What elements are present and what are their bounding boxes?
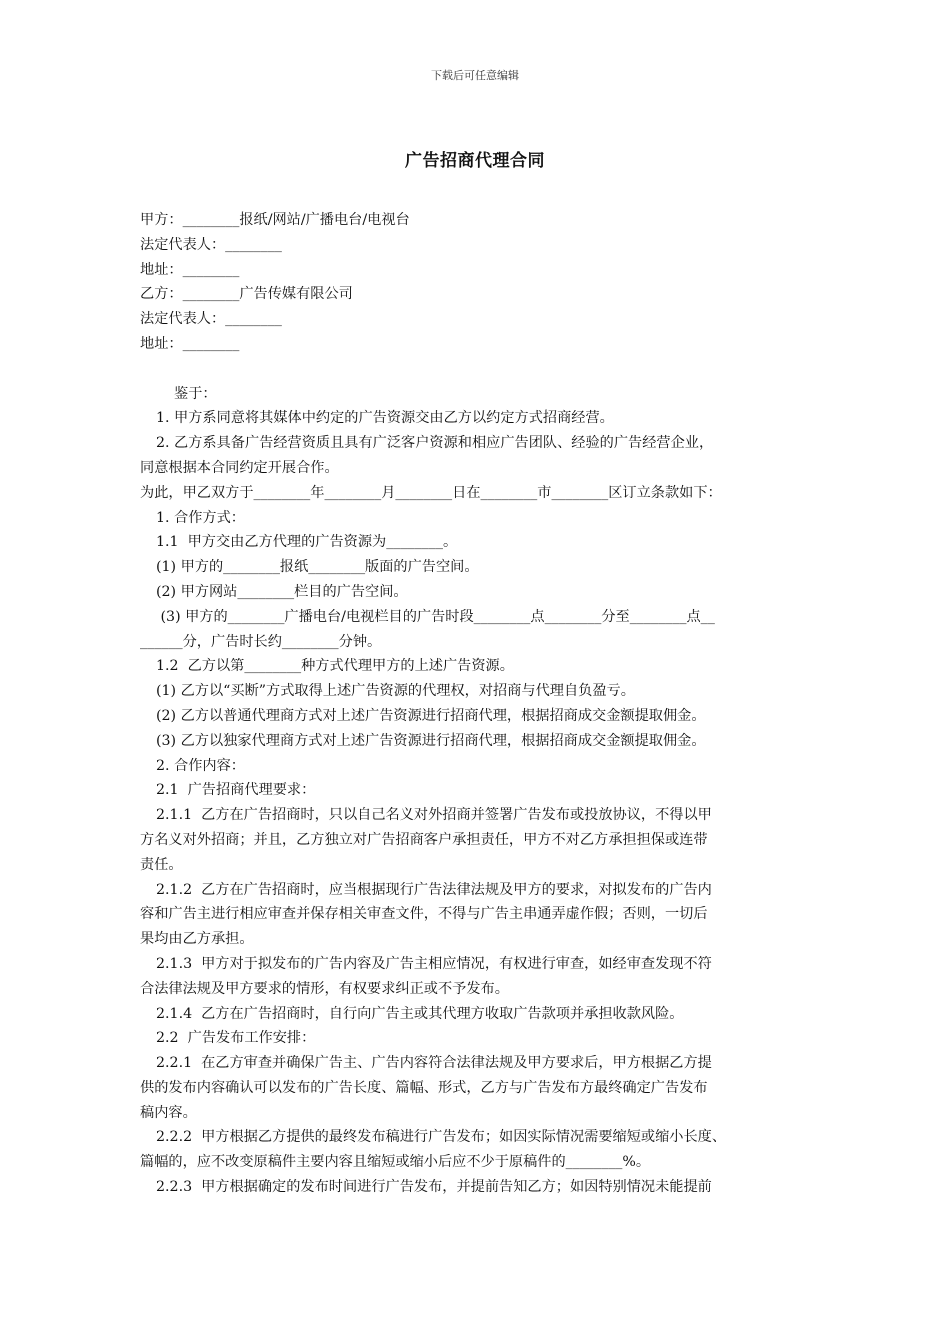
clause-2-1-3-line-1: 2.1.3 甲方对于拟发布的广告内容及广告主相应情况，有权进行审查，如经审查发现不符 — [156, 955, 712, 972]
clause-2-2-2-line-1: 2.2.2 甲方根据乙方提供的最终发布稿进行广告发布；如因实际情况需要缩短或缩小长度、 — [156, 1129, 727, 1146]
header-note: 下载后可任意编辑 — [431, 69, 519, 82]
clause-2-2: 2.2 广告发布工作安排： — [156, 1030, 316, 1047]
whereas-heading: 鉴于： — [174, 385, 217, 402]
clause-1-1-item-2: (2) 甲方网站________栏目的广告空间。 — [156, 583, 408, 600]
clause-2-2-1-line-1: 2.2.1 在乙方审查并确保广告主、广告内容符合法律法规及甲方要求后，甲方根据乙方提 — [156, 1055, 712, 1072]
clause-2-1: 2.1 广告招商代理要求： — [156, 782, 316, 799]
section-1-heading: 1. 合作方式： — [156, 509, 245, 526]
clause-2-2-2-line-2: 篇幅的，应不改变原稿件主要内容且缩短或缩小后应不少于原稿件的________%。 — [140, 1154, 651, 1171]
clause-1-1: 1.1 甲方交由乙方代理的广告资源为________。 — [156, 534, 458, 551]
section-2-heading: 2. 合作内容： — [156, 757, 245, 774]
party-b-representative: 法定代表人：________ — [140, 311, 282, 328]
clause-1-2: 1.2 乙方以第________种方式代理甲方的上述广告资源。 — [156, 658, 514, 675]
clause-2-1-1-line-2: 方名义对外招商；并且，乙方独立对广告招商客户承担责任，甲方不对乙方承担担保或连带 — [140, 831, 708, 848]
clause-2-1-1-line-1: 2.1.1 乙方在广告招商时，只以自己名义对外招商并签署广告发布或投放协议，不得以甲 — [156, 807, 712, 824]
party-a-address: 地址：________ — [140, 261, 240, 278]
clause-1-2-item-1: (1) 乙方以“买断”方式取得上述广告资源的代理权，对招商与代理自负盈亏。 — [156, 683, 635, 700]
clause-1-1-item-3-line-1: (3) 甲方的________广播电台/电视栏目的广告时段________点________分至________点__ — [156, 608, 715, 625]
clause-1-2-item-3: (3) 乙方以独家代理商方式对上述广告资源进行招商代理，根据招商成交金额提取佣金。 — [156, 732, 706, 749]
party-b-address: 地址：________ — [140, 335, 240, 352]
clause-2-2-3-line-1: 2.2.3 甲方根据确定的发布时间进行广告发布，并提前告知乙方；如因特别情况未能提前 — [156, 1179, 712, 1196]
document-title: 广告招商代理合同 — [405, 151, 545, 171]
agreement-statement: 为此，甲乙双方于________年________月________日在________市________区订立条款如下： — [140, 484, 722, 501]
party-a-representative: 法定代表人：________ — [140, 236, 282, 253]
clause-2-1-2-line-3: 果均由乙方承担。 — [140, 931, 254, 948]
contract-body — [140, 208, 820, 1200]
whereas-item-1: 1. 甲方系同意将其媒体中约定的广告资源交由乙方以约定方式招商经营。 — [156, 410, 614, 427]
blank-line — [140, 357, 820, 382]
clause-2-2-1-line-3: 稿内容。 — [140, 1104, 197, 1121]
party-a-name: 甲方：________报纸/网站/广播电台/电视台 — [140, 212, 410, 228]
clause-2-1-2-line-1: 2.1.2 乙方在广告招商时，应当根据现行广告法律法规及甲方的要求，对拟发布的广告内 — [156, 881, 712, 898]
clause-2-2-1-line-2: 供的发布内容确认可以发布的广告长度、篇幅、形式，乙方与广告发布方最终确定广告发布 — [140, 1079, 708, 1096]
clause-2-1-4: 2.1.4 乙方在广告招商时，自行向广告主或其代理方收取广告款项并承担收款风险。 — [156, 1005, 684, 1022]
clause-2-1-2-line-2: 容和广告主进行相应审查并保存相关审查文件，不得与广告主串通弄虚作假；否则，一切后 — [140, 906, 708, 923]
clause-1-1-item-1: (1) 甲方的________报纸________版面的广告空间。 — [156, 559, 479, 576]
party-b-name: 乙方：________广告传媒有限公司 — [140, 286, 353, 303]
whereas-item-2-line-1: 2. 乙方系具备广告经营资质且具有广泛客户资源和相应广告团队、经验的广告经营企业， — [156, 435, 714, 452]
clause-2-1-3-line-2: 合法律法规及甲方要求的情形，有权要求纠正或不予发布。 — [140, 980, 509, 997]
whereas-item-2-line-2: 同意根据本合同约定开展合作。 — [140, 459, 339, 476]
clause-2-1-1-line-3: 责任。 — [140, 856, 183, 873]
clause-1-1-item-3-line-2: ______分，广告时长约________分钟。 — [140, 633, 382, 650]
clause-1-2-item-2: (2) 乙方以普通代理商方式对上述广告资源进行招商代理，根据招商成交金额提取佣金。 — [156, 707, 706, 724]
